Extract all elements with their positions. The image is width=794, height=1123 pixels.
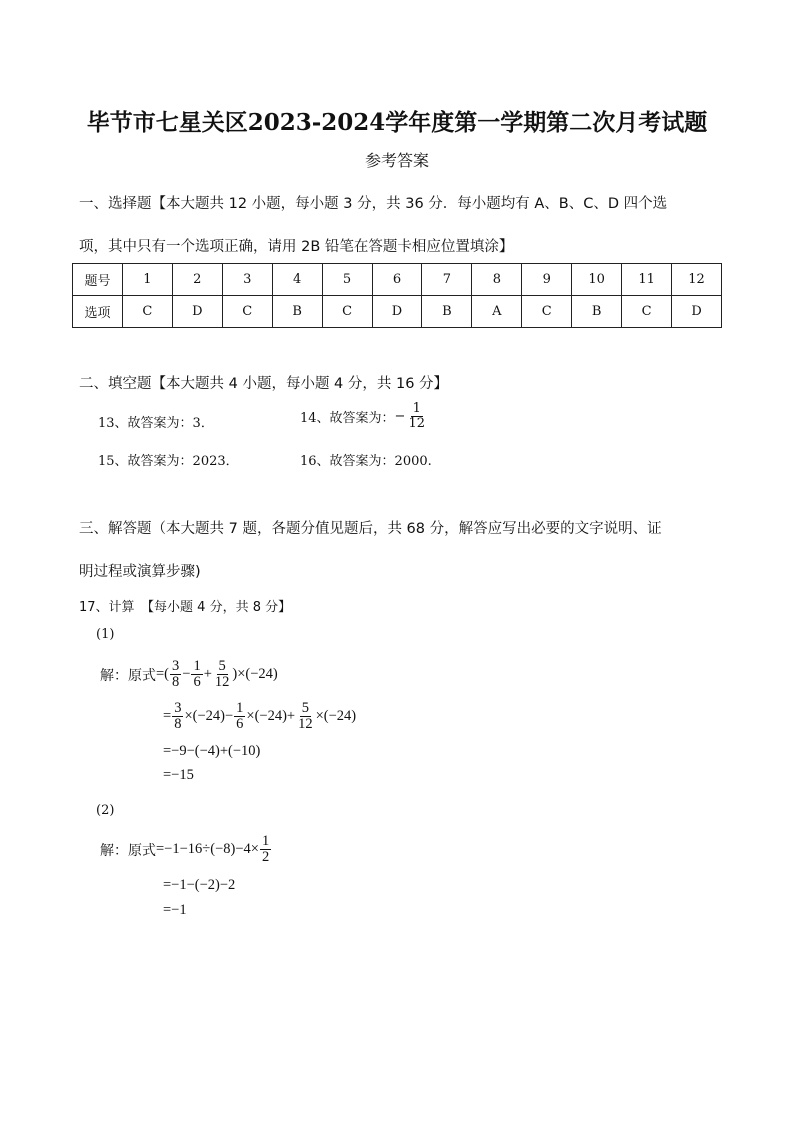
part-1-label: (1) [96, 627, 115, 642]
part-2-solution-label: 解：原式 [100, 842, 156, 859]
question-number-cell: 8 [472, 264, 522, 296]
fraction-numerator: 3 [174, 700, 182, 716]
part-1-step-1 [100, 659, 278, 690]
answer-cell: A [472, 296, 522, 328]
p1-op-minus: − [182, 666, 191, 683]
section1-heading-line1: 一、选择题【本大题共 12 小题，每小题 3 分，共 36 分．每小题均有 A、B、C、D 四个选 [79, 196, 668, 212]
answer-label: 选项 [73, 296, 123, 328]
answer-16: 16、故答案为：2000. [300, 454, 432, 469]
part-1-step-3: =−9−(−4)+(−10) [163, 743, 261, 759]
answer-14 [300, 402, 428, 430]
question-number-cell: 7 [422, 264, 472, 296]
p1-eq1-open: =( [156, 666, 170, 683]
answer-cell: C [222, 296, 272, 328]
question-number-cell: 3 [222, 264, 272, 296]
fraction-denominator: 12 [214, 674, 230, 691]
fraction-denominator: 6 [193, 674, 201, 691]
answer-cell: C [322, 296, 372, 328]
fraction-numerator: 3 [172, 658, 180, 674]
answer-15: 15、故答案为：2023． [98, 454, 239, 469]
section3-heading-line1: 三、解答题（本大题共 7 题，各题分值见题后，共 68 分，解答应写出必要的文字说明、证 [79, 521, 662, 537]
fraction-denominator: 2 [261, 849, 270, 866]
answer-table-answer-row [73, 296, 722, 328]
fraction-numerator: 5 [301, 700, 309, 716]
question-number-cell: 6 [372, 264, 422, 296]
part-1-step-2 [163, 701, 356, 732]
page-subtitle: 参考答案 [364, 151, 429, 170]
question-number-cell: 11 [622, 264, 672, 296]
answer-cell: C [122, 296, 172, 328]
answer-14-fraction [406, 402, 427, 430]
part-1-solution-label: 解：原式 [100, 667, 156, 684]
fraction-numerator: 1 [236, 700, 244, 716]
fraction-numerator: 1 [193, 658, 201, 674]
p1-eq2-term1: ×(−24)− [184, 708, 234, 725]
answer-cell: B [422, 296, 472, 328]
p1-eq2-term2: ×(−24)+ [246, 708, 296, 725]
answer-13: 13、故答案为：3． [98, 416, 214, 431]
answer-14-numerator: 1 [412, 401, 421, 416]
p1-fraction-1-6 [234, 701, 245, 732]
part-2-step-1 [100, 834, 272, 865]
question-number-label: 题号 [73, 264, 123, 296]
question-number-cell: 2 [172, 264, 222, 296]
part-2-step-3: =−1 [163, 902, 187, 918]
fraction-denominator: 8 [172, 674, 180, 691]
answer-cell: D [672, 296, 722, 328]
answer-table [72, 263, 722, 328]
p1-eq2-equals: = [163, 708, 172, 725]
page-title: 毕节市七星关区2023-2024学年度第一学期第二次月考试题 [86, 109, 708, 136]
fraction-numerator: 5 [218, 658, 226, 674]
part-2-step-2: =−1−(−2)−2 [163, 877, 236, 893]
answer-14-prefix: 14、故答案为： [300, 410, 395, 426]
answer-14-denominator: 12 [408, 415, 425, 431]
part-2-label: (2) [96, 803, 115, 818]
question-number-cell: 5 [322, 264, 372, 296]
question-number-cell: 1 [122, 264, 172, 296]
section2-heading: 二、填空题【本大题共 4 小题，每小题 4 分，共 16 分】 [79, 376, 449, 392]
answer-cell: D [372, 296, 422, 328]
p1-op-plus: + [203, 666, 212, 683]
question-number-cell: 9 [522, 264, 572, 296]
p1-fraction-3-8 [170, 659, 181, 690]
answer-table-header-row [73, 264, 722, 296]
answer-14-sign: − [394, 408, 406, 424]
fraction-numerator: 1 [261, 833, 270, 849]
p2-fraction-1-2 [260, 834, 271, 865]
fraction-denominator: 12 [298, 716, 313, 733]
section1-heading-line2: 项，其中只有一个选项正确，请用 2B 铅笔在答题卡相应位置填涂】 [79, 239, 514, 255]
question-number-cell: 12 [672, 264, 722, 296]
p1-fraction-5-12 [213, 659, 232, 690]
part-1-step-4: =−15 [163, 767, 194, 783]
section3-heading-line2: 明过程或演算步骤) [79, 564, 201, 580]
p1-fraction-5-12 [296, 701, 315, 732]
p1-fraction-3-8 [172, 701, 183, 732]
fraction-denominator: 8 [174, 716, 182, 733]
question-17-heading: 17、计算 【每小题 4 分，共 8 分】 [79, 600, 292, 615]
answer-cell: B [572, 296, 622, 328]
fraction-denominator: 6 [236, 716, 244, 733]
answer-cell: C [622, 296, 672, 328]
p2-eq1: =−1−16÷(−8)−4× [156, 841, 259, 858]
answer-cell: C [522, 296, 572, 328]
question-number-cell: 10 [572, 264, 622, 296]
answer-cell: B [272, 296, 322, 328]
p1-fraction-1-6 [191, 659, 202, 690]
p1-eq2-term3: ×(−24) [315, 708, 357, 725]
question-number-cell: 4 [272, 264, 322, 296]
p1-eq1-close: )×(−24) [232, 666, 278, 683]
answer-cell: D [172, 296, 222, 328]
